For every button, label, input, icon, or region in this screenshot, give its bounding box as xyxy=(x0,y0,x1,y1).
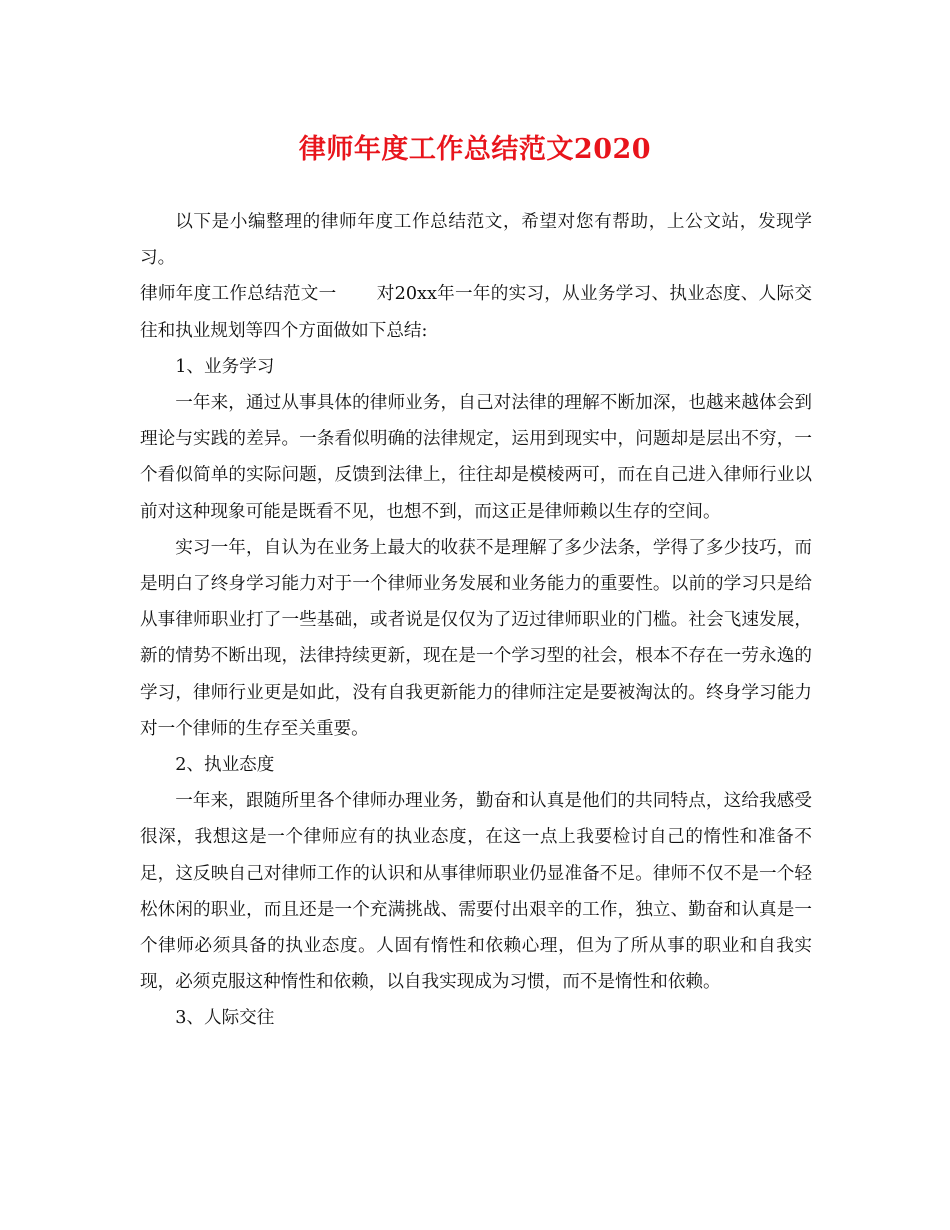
document-title: 律师年度工作总结范文2020 xyxy=(298,134,652,165)
section-lead-label: 律师年度工作总结范文一 xyxy=(140,284,337,305)
paragraph-lifelong-learning: 实习一年，自认为在业务上最大的收获不是理解了多少法条，学得了多少技巧，而是明白了终身学习能力对于一个律师业务发展和业务能力的重要性。以前的学习只是给从事律师职业打了一些基础，或者说是仅仅为了迈过律师职业的门槛。社会飞速发展，新的情势不断出现，法律持续更新，现在是一个学习型的社会，根本不存在一劳永逸的学习，律师行业更是如此，没有自我更新能力的律师注定是要被淘汰的。终身学习能力对一个律师的生存至关重要。 xyxy=(140,537,812,739)
intro-paragraph: 以下是小编整理的律师年度工作总结范文，希望对您有帮助，上公文站，发现学习。 xyxy=(140,212,812,269)
document-body xyxy=(140,204,812,1037)
section-lead-text: 对20xx年一年的实习，从业务学习、执业态度、人际交往和执业规划等四个方面做如下总结: xyxy=(140,284,812,341)
section-heading-interpersonal: 3、人际交往 xyxy=(175,1008,275,1029)
paragraph-practice-attitude: 一年来，跟随所里各个律师办理业务，勤奋和认真是他们的共同特点，这给我感受很深，我想这是一个律师应有的执业态度，在这一点上我要检讨自己的惰性和准备不足，这反映自己对律师工作的认识和从事律师职业仍显准备不足。律师不仅不是一个轻松休闲的职业，而且还是一个充满挑战、需要付出艰辛的工作，独立、勤奋和认真是一个律师必须具备的执业态度。人固有惰性和依赖心理，但为了所从事的职业和自我实现，必须克服这种惰性和依赖，以自我实现成为习惯，而不是惰性和依赖。 xyxy=(140,791,812,993)
section-heading-business-study: 1、业务学习 xyxy=(175,356,275,377)
section-lead-paragraph xyxy=(140,276,812,348)
paragraph-business-study: 一年来，通过从事具体的律师业务，自己对法律的理解不断加深，也越来越体会到理论与实践的差异。一条看似明确的法律规定，运用到现实中，问题却是层出不穷，一个看似简单的实际问题，反馈到法律上，往往却是模棱两可，而在自己进入律师行业以前对这种现象可能是既看不见，也想不到，而这正是律师赖以生存的空间。 xyxy=(140,393,812,522)
section-heading-practice-attitude: 2、执业态度 xyxy=(175,755,275,776)
